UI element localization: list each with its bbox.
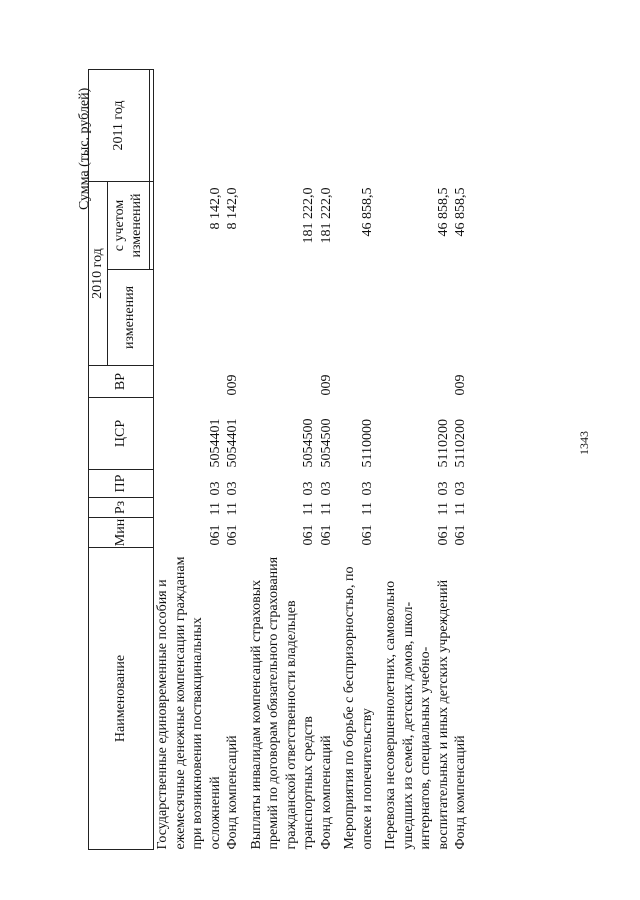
row-rz: 11 xyxy=(207,502,223,516)
header-2011: 2011 год xyxy=(89,70,150,182)
header-changes: изменения xyxy=(108,270,154,366)
table-row xyxy=(376,70,452,850)
row-csr: 5054401 xyxy=(207,418,223,468)
row-min: 061 xyxy=(207,524,223,546)
row-name: Мероприятия по борьбе с беспризорностью, по опеке и попечительству xyxy=(342,566,375,850)
row-min: 061 xyxy=(225,524,240,546)
row-2011 xyxy=(452,70,470,182)
row-with-changes: 46 858,5 xyxy=(453,187,468,237)
header-with-changes: с учетом изменений xyxy=(108,182,150,270)
row-with-changes: 8 142,0 xyxy=(207,187,223,230)
row-csr: 5054500 xyxy=(318,418,334,468)
row-with-changes: 46 858,5 xyxy=(435,187,451,237)
row-2011 xyxy=(224,70,242,182)
row-rz: 11 xyxy=(301,502,316,516)
table-row xyxy=(154,70,225,850)
row-changes xyxy=(224,270,242,366)
row-with-changes: 181 222,0 xyxy=(318,187,334,244)
row-name: Фонд компенсаций xyxy=(318,735,334,850)
table-row xyxy=(335,70,376,850)
row-2011 xyxy=(318,70,336,182)
row-pr: 03 xyxy=(207,481,223,496)
row-min: 061 xyxy=(435,524,451,546)
row-name: Фонд компенсаций xyxy=(453,735,468,850)
row-2011 xyxy=(242,70,318,182)
row-name: Выплаты инвалидам компенсаций страховых премий по договорам обязательного страхования гражданской ответственности владельцев транспортных средств xyxy=(248,556,316,850)
header-min: Мин xyxy=(89,518,154,548)
row-rz: 11 xyxy=(225,502,240,516)
header-pr: ПР xyxy=(89,470,154,498)
row-vr xyxy=(376,366,452,398)
row-rz: 11 xyxy=(359,502,375,516)
row-min: 061 xyxy=(301,524,316,546)
row-with-changes: 181 222,0 xyxy=(301,187,316,244)
row-pr: 03 xyxy=(359,481,375,496)
row-vr: 009 xyxy=(225,374,240,396)
row-with-changes: 46 858,5 xyxy=(359,187,375,237)
table-row xyxy=(452,70,470,850)
row-changes xyxy=(318,270,336,366)
row-rz: 11 xyxy=(435,502,451,516)
table-row xyxy=(242,70,318,850)
row-pr: 03 xyxy=(453,481,468,496)
table-row xyxy=(318,70,336,850)
header-2010: 2010 год xyxy=(89,182,108,366)
row-changes xyxy=(242,270,318,366)
header-csr: ЦСР xyxy=(89,398,154,470)
row-rz: 11 xyxy=(318,502,334,516)
row-csr: 5110200 xyxy=(435,419,451,468)
row-pr: 03 xyxy=(435,481,451,496)
row-changes xyxy=(335,270,376,366)
units-note: Сумма (тыс. рублей) xyxy=(77,87,92,210)
row-with-changes: 8 142,0 xyxy=(225,187,240,230)
header-vr: ВР xyxy=(89,366,154,398)
table-row xyxy=(224,70,242,850)
row-csr: 5054401 xyxy=(225,418,240,468)
row-vr xyxy=(242,366,318,398)
row-2011 xyxy=(376,70,452,182)
row-csr: 5054500 xyxy=(301,418,316,468)
row-changes xyxy=(376,270,452,366)
page-number: 1343 xyxy=(577,431,591,455)
budget-table xyxy=(88,69,470,850)
row-changes xyxy=(452,270,470,366)
row-csr: 5110000 xyxy=(359,419,375,468)
row-name: Государственные единовременные пособия и ежемесячные денежные компенсации гражданам при возникновении поствакцинальных осложнений xyxy=(155,556,223,850)
header-rz: Рз xyxy=(89,498,154,518)
row-name: Фонд компенсаций xyxy=(225,735,240,850)
row-changes xyxy=(154,270,225,366)
row-name: Перевозка несовершеннолетних, самовольно ушедших из семей, детских домов, школ-интернатов, специальных учебно-воспитательных и иных детских учреждений xyxy=(383,579,451,850)
row-min: 061 xyxy=(359,524,375,546)
row-pr: 03 xyxy=(318,481,334,496)
row-vr: 009 xyxy=(453,374,468,396)
table-header xyxy=(89,70,154,850)
row-min: 061 xyxy=(318,524,334,546)
header-name: Наименование xyxy=(89,548,154,850)
table-body xyxy=(154,70,470,850)
row-vr: 009 xyxy=(318,374,334,396)
row-csr: 5110200 xyxy=(453,419,468,468)
row-pr: 03 xyxy=(225,481,240,496)
row-min: 061 xyxy=(453,524,468,546)
row-vr xyxy=(335,366,376,398)
row-2011 xyxy=(335,70,376,182)
row-2011 xyxy=(154,70,225,182)
row-pr: 03 xyxy=(301,481,316,496)
row-rz: 11 xyxy=(453,502,468,516)
row-vr xyxy=(154,366,225,398)
